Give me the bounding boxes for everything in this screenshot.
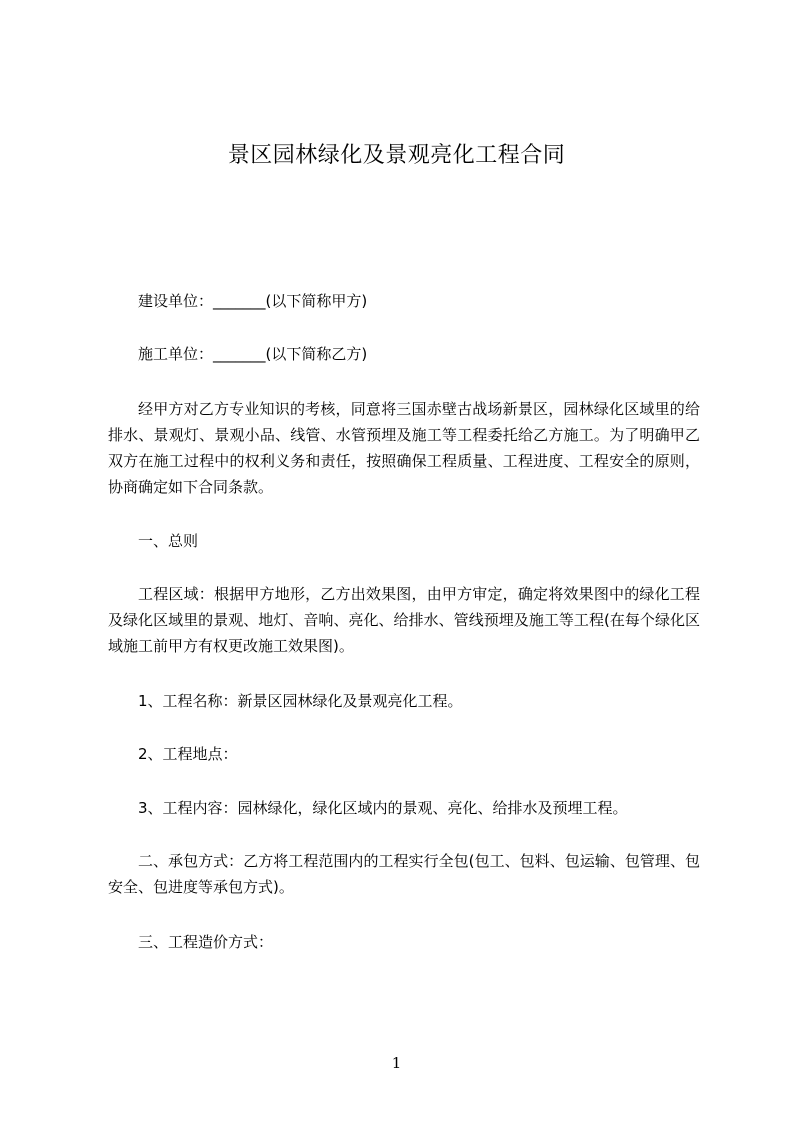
- section-heading-general: 一、总则: [138, 532, 199, 550]
- paragraph-contractor-unit: 施工单位：_______(以下简称乙方): [138, 345, 368, 363]
- document-title: 景区园林绿化及景观亮化工程合同: [227, 143, 566, 168]
- paragraph-project-name: 1、工程名称：新景区园林绿化及景观亮化工程。: [138, 692, 463, 710]
- section-heading-cost-method: 三、工程造价方式：: [138, 933, 274, 951]
- page-number: 1: [391, 1054, 402, 1072]
- paragraph-project-area: 工程区域：根据甲方地形，乙方出效果图，由甲方审定，确定将效果图中的绿化工程及绿化区域里的景观、地灯、音响、亮化、给排水、管线预埋及施工等工程(在每个绿化区域施工前甲方有权更改施工效果图)。: [108, 585, 700, 655]
- paragraph-project-content: 3、工程内容：园林绿化，绿化区域内的景观、亮化、给排水及预埋工程。: [138, 799, 628, 817]
- paragraph-project-location: 2、工程地点：: [138, 745, 238, 763]
- paragraph-construction-unit: 建设单位：_______(以下简称甲方): [138, 292, 368, 310]
- paragraph-preamble: 经甲方对乙方专业知识的考核，同意将三国赤壁古战场新景区，园林绿化区域里的给排水、景观灯、景观小品、线管、水管预埋及施工等工程委托给乙方施工。为了明确甲乙双方在施工过程中的权利义务和责任，按照确保工程质量、工程进度、工程安全的原则，协商确定如下合同条款。: [108, 400, 700, 496]
- paragraph-contracting-method: 二、承包方式：乙方将工程范围内的工程实行全包(包工、包料、包运输、包管理、包安全、包进度等承包方式)。: [108, 852, 700, 896]
